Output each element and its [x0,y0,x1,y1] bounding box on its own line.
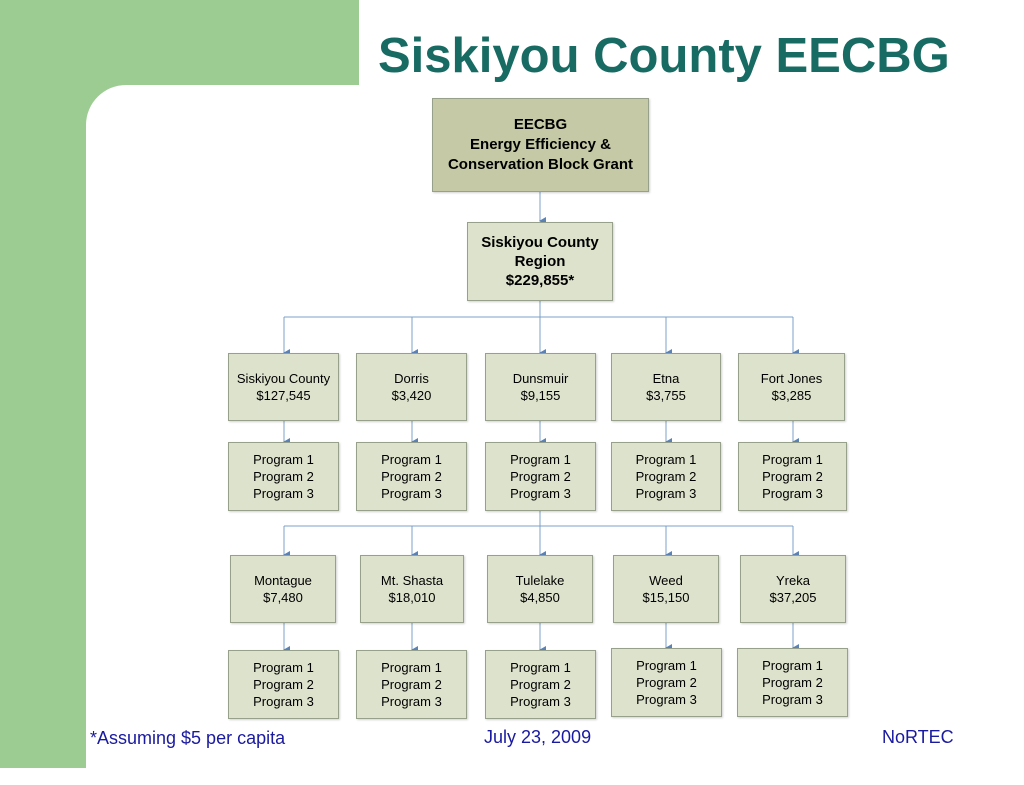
city-amount: $9,155 [520,388,561,403]
program-item: Program 3 [636,692,697,707]
city-amount: $37,205 [769,590,817,605]
program-item: Program 3 [253,486,314,501]
program-item: Program 2 [510,677,571,692]
city-name: Dorris [394,371,429,386]
city-amount: $3,755 [646,388,686,403]
eecbg-line-1: EECBG [513,116,568,133]
program-item: Program 3 [381,694,442,709]
city-box-dunsmuir [485,353,596,421]
city-amount: $4,850 [520,590,560,605]
city-box-tulelake [487,555,593,623]
program-item: Program 3 [510,486,571,501]
city-box-siskiyou-county [228,353,339,421]
city-amount: $15,150 [642,590,690,605]
program-item: Program 3 [762,486,823,501]
city-amount: $18,010 [388,590,436,605]
city-name: Mt. Shasta [380,573,444,588]
program-item: Program 1 [510,452,571,467]
program-item: Program 2 [381,469,442,484]
program-box-mt-shasta [356,650,467,719]
city-amount: $3,420 [391,388,432,403]
footer-note: *Assuming $5 per capita [90,728,286,748]
program-item: Program 2 [253,677,314,692]
city-amount: $127,545 [256,388,311,403]
eecbg-line-2: Energy Efficiency & [470,136,611,153]
program-box-weed [611,648,722,717]
city-name: Fort Jones [760,371,823,386]
program-item: Program 1 [253,660,314,675]
city-box-etna [611,353,721,421]
program-item: Program 3 [253,694,314,709]
program-box-dorris [356,442,467,511]
city-amount: $7,480 [263,590,303,605]
program-item: Program 2 [635,469,697,484]
page-title: Siskiyou County EECBG [378,29,950,83]
program-box-montague [228,650,339,719]
program-box-etna [611,442,721,511]
program-box-siskiyou-county [228,442,339,511]
program-item: Program 2 [762,675,823,690]
program-item: Program 1 [635,452,697,467]
city-name: Montague [254,573,312,588]
program-item: Program 1 [381,660,442,675]
eecbg-line-3: Conservation Block Grant [447,156,634,173]
city-name: Weed [649,573,683,588]
footer-org: NoRTEC [882,727,954,747]
program-box-tulelake [485,650,596,719]
program-box-yreka [737,648,848,717]
city-name: Dunsmuir [512,371,569,386]
city-name: Siskiyou County [236,371,331,386]
program-item: Program 1 [381,452,442,467]
city-name: Etna [652,371,680,386]
program-item: Program 1 [636,658,697,673]
program-item: Program 2 [762,469,823,484]
program-item: Program 3 [635,486,697,501]
program-item: Program 1 [762,452,823,467]
city-box-yreka [740,555,846,623]
city-name: Yreka [776,573,810,588]
city-box-weed [613,555,719,623]
program-item: Program 3 [381,486,442,501]
program-item: Program 2 [510,469,571,484]
program-item: Program 1 [762,658,823,673]
region-box [467,222,613,301]
program-item: Program 3 [762,692,823,707]
program-item: Program 3 [510,694,571,709]
program-box-dunsmuir [485,442,596,511]
city-box-montague [230,555,336,623]
region-line-3: $229,855* [505,272,575,289]
city-box-fort-jones [738,353,845,421]
eecbg-box [432,98,649,192]
city-amount: $3,285 [771,388,812,403]
program-item: Program 1 [510,660,571,675]
program-item: Program 1 [253,452,314,467]
program-item: Program 2 [381,677,442,692]
program-item: Program 2 [253,469,314,484]
footer-date: July 23, 2009 [484,727,592,747]
program-box-fort-jones [738,442,847,511]
city-box-mt-shasta [360,555,464,623]
region-line-1: Siskiyou County [481,234,599,251]
city-name: Tulelake [515,573,565,588]
region-line-2: Region [514,253,566,270]
city-box-dorris [356,353,467,421]
program-item: Program 2 [636,675,697,690]
